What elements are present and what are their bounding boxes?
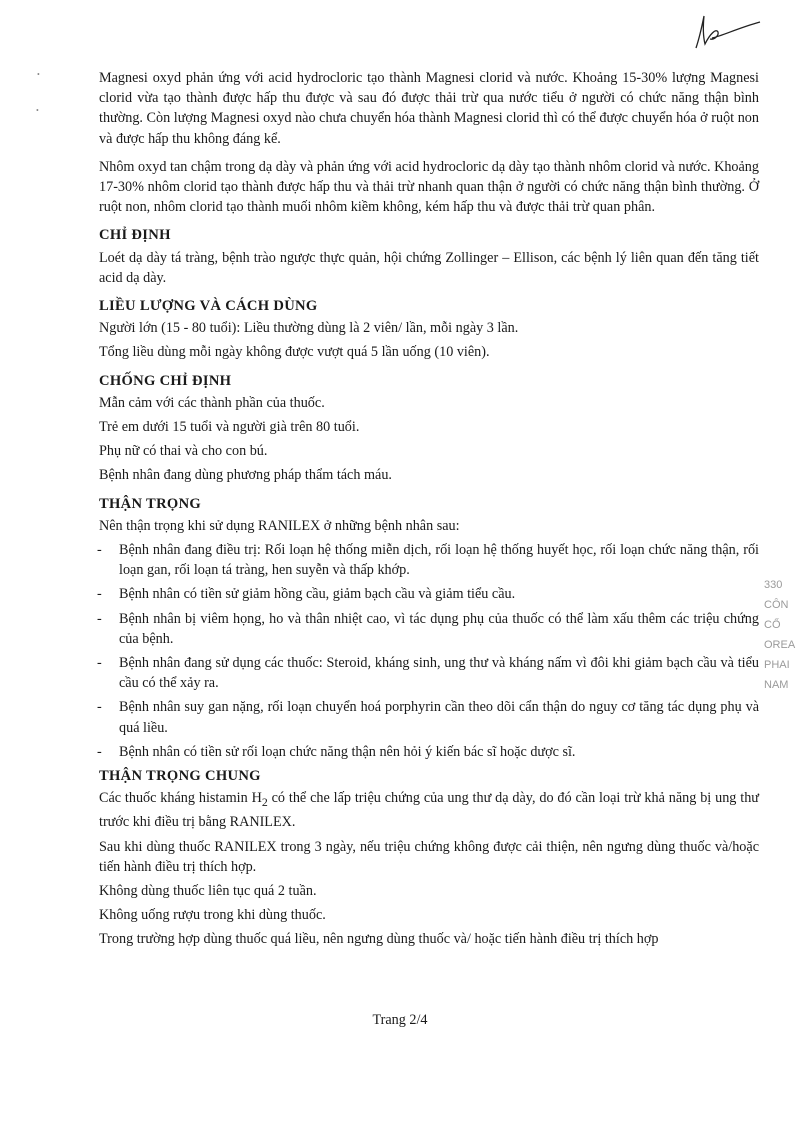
stamp-text: NAM [764, 679, 789, 691]
contraindication-item: Trẻ em dưới 15 tuổi và người già trên 80 tuổi. [99, 419, 360, 436]
heading-chi-dinh: CHỈ ĐỊNH [99, 227, 171, 244]
document-page [99, 68, 759, 954]
paragraph-chi-dinh: Loét dạ dày tá tràng, bệnh trào ngược thực quản, hội chứng Zollinger – Ellison, các bệnh lý liên quan đến tăng tiết acid dạ dày. [99, 249, 759, 286]
text-segment: có thể che lấp triệu chứng của ung thư dạ dày, do đó cần loại trừ khả năng bị ung thư trước khi điều trị bằng RANILEX. [99, 790, 759, 831]
contraindication-item: Mẫn cảm với các thành phần của thuốc. [99, 394, 325, 411]
general-precaution-paragraph: Không dùng thuốc liên tục quá 2 tuần. [99, 882, 317, 899]
company-stamp-fragment [764, 575, 800, 725]
heading-chong-chi-dinh: CHỐNG CHỈ ĐỊNH [99, 372, 232, 389]
dosage-line: Tổng liều dùng mỗi ngày không được vượt quá 5 lần uống (10 viên). [99, 344, 490, 361]
general-precaution-paragraph: Không uống rượu trong khi dùng thuốc. [99, 907, 326, 924]
stamp-text: PHAI [764, 659, 790, 671]
list-item: - Bệnh nhân có tiền sử giảm hồng cầu, giảm bạch cầu và giảm tiểu cầu. [99, 584, 759, 604]
scan-speck: • [36, 106, 39, 115]
scan-speck: • [37, 70, 40, 79]
signature-mark [688, 12, 768, 52]
general-precaution-paragraph [99, 788, 759, 832]
heading-lieu-luong: LIỀU LƯỢNG VÀ CÁCH DÙNG [99, 298, 318, 315]
general-precaution-paragraph: Sau khi dùng thuốc RANILEX trong 3 ngày, nếu triệu chứng không được cải thiện, nên ngưng dùng thuốc và/hoặc tiến hành điều trị thích hợp. [99, 838, 759, 875]
heading-than-trong: THẬN TRỌNG [99, 495, 202, 512]
list-item: - Bệnh nhân có tiền sử rối loạn chức năng thận nên hỏi ý kiến bác sĩ hoặc dược sĩ. [99, 742, 759, 762]
stamp-text: CÔN [764, 599, 789, 611]
paragraph-nhom: Nhôm oxyd tan chậm trong dạ dày và phản ứng với acid hydrocloric dạ dày tạo thành nhôm clorid và nước. Khoảng 17-30% nhôm clorid tạo thành được hấp thu và thải trừ nhanh quan thận ở người có chức năng thận bình thường. Ở ruột non, nhôm clorid tạo thành muối nhôm kiềm không, kém hấp thu và được thải trừ quan phân. [99, 158, 759, 216]
list-item: - Bệnh nhân đang điều trị: Rối loạn hệ thống miễn dịch, rối loạn hệ thống huyết học, rối loạn chức năng thận, rối loạn gan, rối loạn tá tràng, hen suyễn và thấp khớp. [99, 540, 759, 580]
dosage-line: Người lớn (15 - 80 tuổi): Liều thường dùng là 2 viên/ lần, mỗi ngày 3 lần. [99, 320, 519, 337]
list-item: - Bệnh nhân suy gan nặng, rối loạn chuyển hoá porphyrin cần theo dõi cẩn thận do nguy cơ tăng tác dụng phụ và quá liều. [99, 697, 759, 737]
general-precaution-paragraph: Trong trường hợp dùng thuốc quá liều, nên ngưng dùng thuốc và/ hoặc tiến hành điều trị thích hợp [99, 931, 659, 948]
contraindication-item: Phụ nữ có thai và cho con bú. [99, 443, 268, 460]
paragraph-magnesi: Magnesi oxyd phản ứng với acid hydrocloric tạo thành Magnesi clorid và nước. Khoảng 15-30% lượng Magnesi clorid vừa tạo thành được hấp thu được và sau đó được thải trừ qua nước tiểu ở người có chức năng thận bình thường. Còn lượng Magnesi oxyd nào chưa chuyển hóa thành Magnesi clorid thì có thể được chuyển hóa ở ruột non và được hấp thu không đáng kể. [99, 70, 759, 147]
list-item: - Bệnh nhân bị viêm họng, ho và thân nhiệt cao, vì tác dụng phụ của thuốc có thể làm xấu thêm các triệu chứng của bệnh. [99, 609, 759, 649]
contraindication-item: Bệnh nhân đang dùng phương pháp thẩm tách máu. [99, 467, 392, 484]
subscript: 2 [261, 795, 268, 810]
precaution-intro: Nên thận trọng khi sử dụng RANILEX ở những bệnh nhân sau: [99, 517, 460, 534]
stamp-text: CỔ [764, 619, 781, 631]
text-segment: Các thuốc kháng histamin H [99, 790, 262, 807]
page-number: Trang 2/4 [372, 1012, 428, 1028]
precaution-list [99, 540, 759, 762]
stamp-text: OREA [764, 639, 796, 651]
heading-than-trong-chung: THẬN TRỌNG CHUNG [99, 768, 261, 785]
stamp-text: 330 [764, 579, 783, 591]
list-item: - Bệnh nhân đang sử dụng các thuốc: Steroid, kháng sinh, ung thư và kháng nấm vì đôi khi giảm bạch cầu và tiểu cầu có thể xảy ra. [99, 653, 759, 693]
